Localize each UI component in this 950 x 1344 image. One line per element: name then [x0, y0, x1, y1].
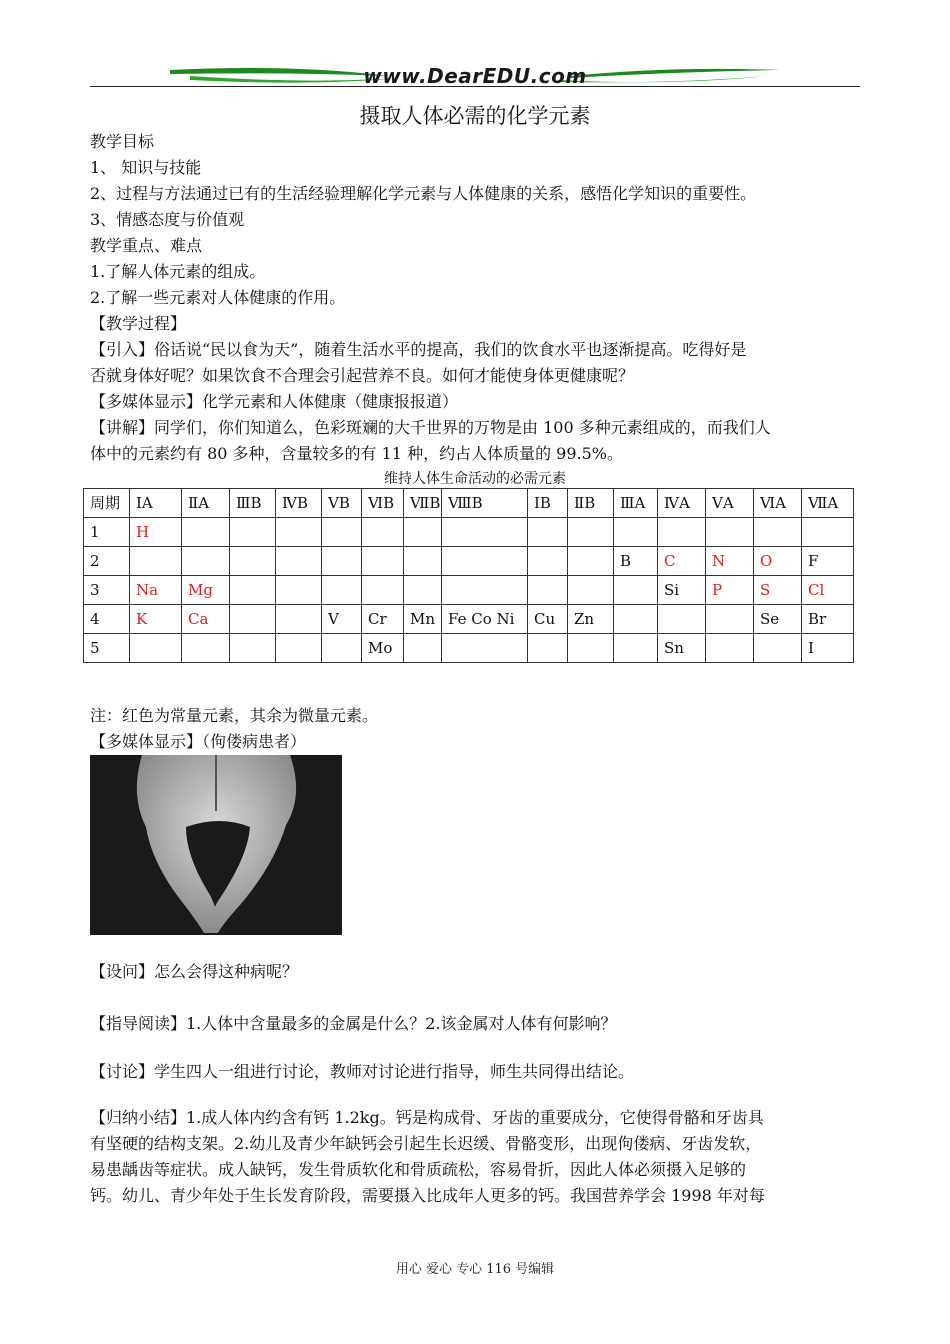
after-5: 易患龋齿等症状。成人缺钙，发生骨质软化和骨质疏松，容易骨折，因此人体必须摄入足够的 [90, 1160, 747, 1179]
element-cell: Ca [182, 605, 230, 634]
element-cell [276, 518, 322, 547]
element-cell: C [658, 547, 706, 576]
column-header: ⅡB [568, 489, 614, 518]
period-cell: 4 [84, 605, 130, 634]
para-12: 体中的元素约有 80 多种，含量较多的有 11 种，约占人体质量的 99.5%。 [90, 444, 623, 463]
para-9: 否就身体好呢？如果饮食不合理会引起营养不良。如何才能使身体更健康呢？ [90, 366, 635, 385]
element-cell [442, 634, 528, 663]
element-cell [230, 576, 276, 605]
site-header [90, 62, 860, 92]
element-cell [528, 547, 568, 576]
after-3: 【归纳小结】1.成人体内约含有钙 1.2kg。钙是构成骨、牙齿的重要成分，它使得骨骼和牙齿具 [90, 1108, 764, 1127]
element-cell: F [802, 547, 854, 576]
element-cell: N [706, 547, 754, 576]
table-row [84, 605, 854, 634]
element-cell: Cl [802, 576, 854, 605]
element-cell [404, 547, 442, 576]
element-cell [528, 634, 568, 663]
element-cell [130, 547, 182, 576]
element-cell [802, 518, 854, 547]
element-cell [754, 518, 802, 547]
element-cell: O [754, 547, 802, 576]
para-7: 【教学过程】 [90, 314, 187, 333]
element-cell [276, 576, 322, 605]
element-cell [276, 605, 322, 634]
element-cell: B [614, 547, 658, 576]
element-cell: Fe Co Ni [442, 605, 528, 634]
element-cell: Cr [362, 605, 404, 634]
column-header: ⅠB [528, 489, 568, 518]
element-cell [568, 576, 614, 605]
element-cell: P [706, 576, 754, 605]
table-row [84, 634, 854, 663]
period-cell: 2 [84, 547, 130, 576]
table-row [84, 518, 854, 547]
element-cell [404, 518, 442, 547]
para-0: 教学目标 [90, 132, 155, 151]
element-cell: K [130, 605, 182, 634]
element-cell [706, 518, 754, 547]
element-cell [362, 547, 404, 576]
column-header: ⅣB [276, 489, 322, 518]
element-cell [442, 576, 528, 605]
element-cell [230, 518, 276, 547]
column-header: ⅢA [614, 489, 658, 518]
element-cell [442, 547, 528, 576]
element-cell [614, 518, 658, 547]
para-4: 教学重点、难点 [90, 236, 203, 255]
element-cell [276, 547, 322, 576]
element-cell: Zn [568, 605, 614, 634]
element-cell [528, 576, 568, 605]
element-cell [322, 576, 362, 605]
site-logo: www.DearEDU.com [363, 64, 587, 88]
element-cell: Br [802, 605, 854, 634]
column-header: ⅦB [404, 489, 442, 518]
element-cell [322, 518, 362, 547]
element-cell [130, 634, 182, 663]
period-cell: 3 [84, 576, 130, 605]
para-11: 【讲解】同学们，你们知道么，色彩斑斓的大千世界的万物是由 100 多种元素组成的，而我们人 [90, 418, 771, 437]
element-cell [706, 634, 754, 663]
table-row [84, 576, 854, 605]
column-header: ⅠA [130, 489, 182, 518]
element-cell: H [130, 518, 182, 547]
element-cell: Mn [404, 605, 442, 634]
column-header: ⅥB [362, 489, 404, 518]
element-cell [182, 547, 230, 576]
element-cell [230, 547, 276, 576]
column-header: 周期 [84, 489, 130, 518]
element-cell [614, 634, 658, 663]
element-cell: V [322, 605, 362, 634]
para-3: 3、情感态度与价值观 [90, 210, 245, 229]
column-header: ⅤA [706, 489, 754, 518]
element-cell [568, 518, 614, 547]
element-cell [442, 518, 528, 547]
header-rule [90, 86, 860, 87]
element-cell [276, 634, 322, 663]
period-cell: 5 [84, 634, 130, 663]
table-note: 注：红色为常量元素，其余为微量元素。 [90, 706, 379, 725]
after-1: 【指导阅读】1.人体中含量最多的金属是什么？2.该金属对人体有何影响？ [90, 1014, 617, 1033]
periodic-table [83, 488, 854, 663]
para-6: 2.了解一些元素对人体健康的作用。 [90, 288, 346, 307]
element-cell [568, 634, 614, 663]
para-5: 1.了解人体元素的组成。 [90, 262, 266, 281]
element-cell: Sn [658, 634, 706, 663]
element-cell [568, 547, 614, 576]
after-4: 有坚硬的结构支架。2.幼儿及青少年缺钙会引起生长迟缓、骨骼变形，出现佝偻病、牙齿发软， [90, 1134, 762, 1153]
column-header: ⅣA [658, 489, 706, 518]
para-1: 1、 知识与技能 [90, 158, 202, 177]
para-8: 【引入】俗话说“民以食为天”，随着生活水平的提高，我们的饮食水平也逐渐提高。吃得好是 [90, 340, 747, 359]
element-cell [614, 576, 658, 605]
period-cell: 1 [84, 518, 130, 547]
after-6: 钙。幼儿、青少年处于生长发育阶段，需要摄入比成年人更多的钙。我国营养学会 1998 年对每 [90, 1186, 765, 1205]
element-cell: Mo [362, 634, 404, 663]
rickets-patient-photo [90, 755, 342, 935]
column-header: ⅡA [182, 489, 230, 518]
element-cell [754, 634, 802, 663]
element-cell [614, 605, 658, 634]
table-header-row [84, 489, 854, 518]
element-cell [404, 576, 442, 605]
page-title: 摄取人体必需的化学元素 [359, 104, 591, 128]
element-cell: Mg [182, 576, 230, 605]
element-cell [658, 605, 706, 634]
element-cell [404, 634, 442, 663]
element-cell [230, 634, 276, 663]
element-cell [658, 518, 706, 547]
element-cell: Na [130, 576, 182, 605]
element-cell: Se [754, 605, 802, 634]
element-cell: Si [658, 576, 706, 605]
element-cell [706, 605, 754, 634]
element-cell [322, 547, 362, 576]
element-cell [322, 634, 362, 663]
page-footer: 用心 爱心 专心 116 号编辑 [395, 1262, 555, 1277]
element-cell: Cu [528, 605, 568, 634]
para-2: 2、过程与方法通过已有的生活经验理解化学元素与人体健康的关系，感悟化学知识的重要性。 [90, 184, 757, 203]
after-0: 【设问】怎么会得这种病呢？ [90, 962, 299, 981]
column-header: ⅤB [322, 489, 362, 518]
element-cell: S [754, 576, 802, 605]
element-cell [528, 518, 568, 547]
column-header: ⅥA [754, 489, 802, 518]
element-cell: I [802, 634, 854, 663]
media-caption: 【多媒体显示】（佝偻病患者） [90, 732, 307, 751]
element-cell [362, 576, 404, 605]
element-cell [362, 518, 404, 547]
column-header: ⅢB [230, 489, 276, 518]
element-cell [182, 634, 230, 663]
column-header: ⅧB [442, 489, 528, 518]
element-cell [182, 518, 230, 547]
table-row [84, 547, 854, 576]
element-cell [230, 605, 276, 634]
table-caption: 维持人体生命活动的必需元素 [384, 471, 566, 487]
column-header: ⅦA [802, 489, 854, 518]
para-10: 【多媒体显示】化学元素和人体健康（健康报报道） [90, 392, 459, 411]
after-2: 【讨论】学生四人一组进行讨论，教师对讨论进行指导，师生共同得出结论。 [90, 1062, 635, 1081]
